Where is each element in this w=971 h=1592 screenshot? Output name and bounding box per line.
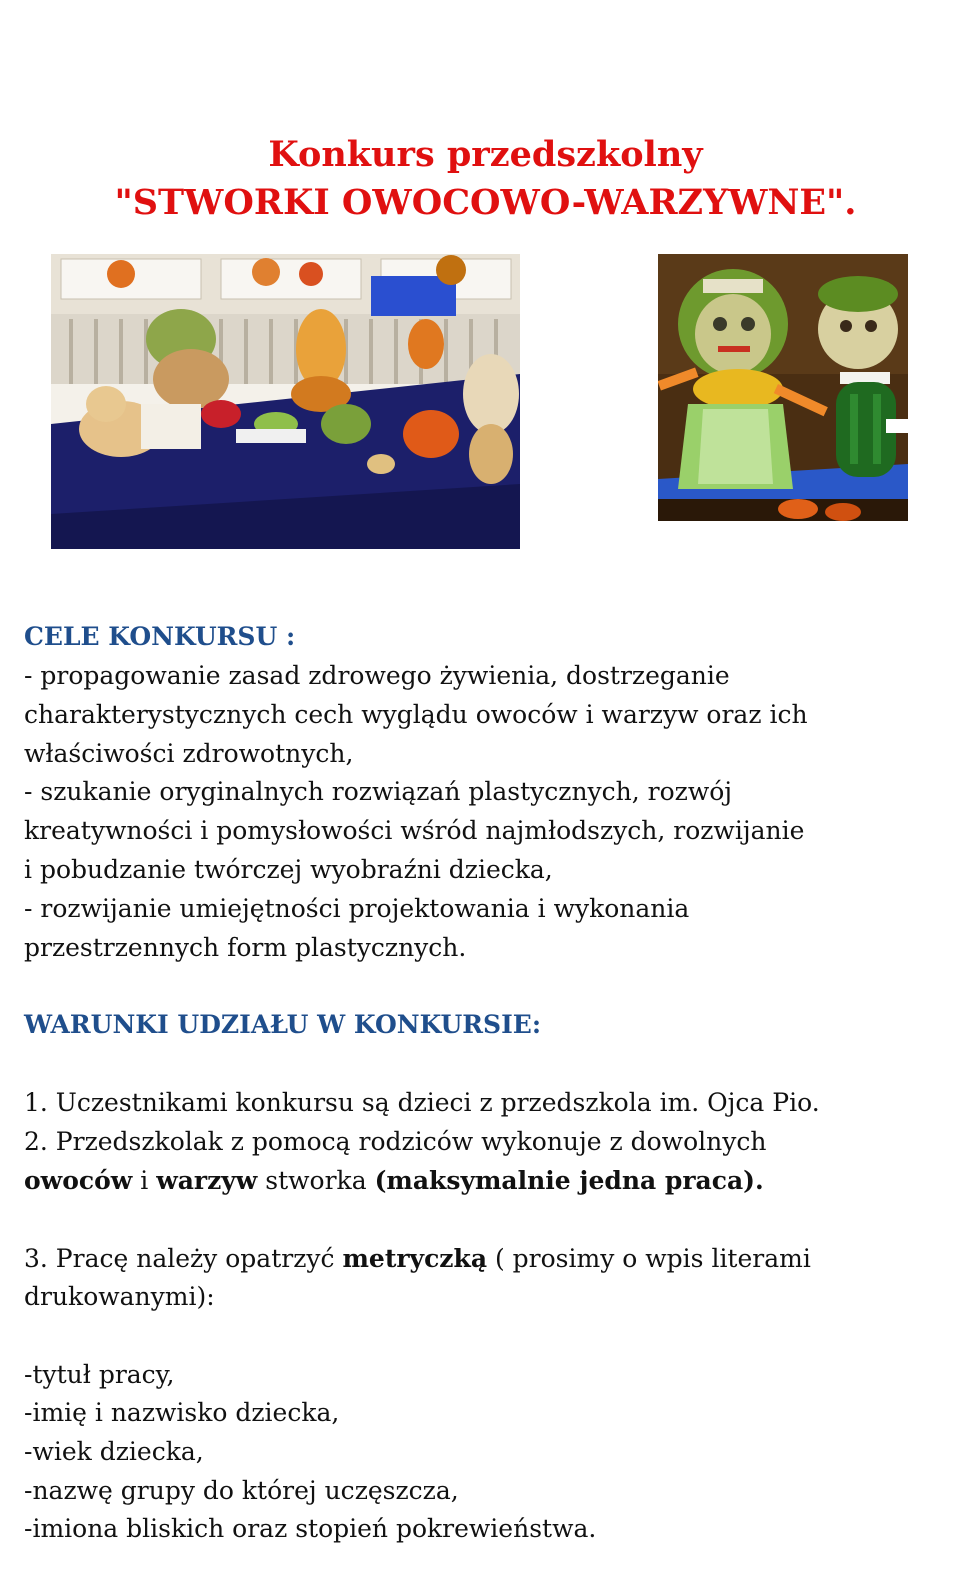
warunki-item-3-line-2: drukowanymi):	[24, 1282, 215, 1311]
item-3-prefix: 3. Pracę należy opatrzyć	[24, 1244, 343, 1273]
cele-line: przestrzennych form plastycznych.	[24, 933, 467, 962]
cele-heading: CELE KONKURSU :	[24, 622, 296, 651]
max-one-work-bold: (maksymalnie jedna praca).	[374, 1166, 764, 1195]
cele-line: charakterystycznych cech wyglądu owoców i warzyw oraz ich	[24, 700, 808, 729]
photo-table-creatures-image	[51, 254, 520, 549]
warunki-item-2-line-2	[24, 1162, 764, 1200]
cele-line: - szukanie oryginalnych rozwiązań plastycznych, rozwój	[24, 777, 733, 806]
warunki-heading: WARUNKI UDZIAŁU W KONKURSIE:	[24, 1010, 542, 1039]
photo-two-figures	[658, 254, 908, 521]
cele-line: kreatywności i pomysłowości wśród najmłodszych, rozwijanie	[24, 816, 805, 845]
cele-line: właściwości zdrowotnych,	[24, 739, 354, 768]
metryczka-item: -imię i nazwisko dziecka,	[24, 1398, 340, 1427]
photo-two-figures-image	[658, 254, 908, 521]
metryczka-item: -nazwę grupy do której uczęszcza,	[24, 1476, 459, 1505]
warunki-item-1: 1. Uczestnikami konkursu są dzieci z przedszkola im. Ojca Pio.	[24, 1088, 820, 1117]
cele-line: - propagowanie zasad zdrowego żywienia, dostrzeganie	[24, 661, 730, 690]
item-3-suffix: ( prosimy o wpis literami	[487, 1244, 811, 1273]
conjunction-i: i	[132, 1166, 157, 1195]
metryczka-item: -wiek dziecka,	[24, 1437, 204, 1466]
stworka-text: stworka	[257, 1166, 375, 1195]
metryczka-item: -tytuł pracy,	[24, 1360, 175, 1389]
warunki-item-3-line-1	[24, 1240, 811, 1278]
photo-table-creatures	[51, 254, 520, 549]
warzyw-bold: warzyw	[156, 1166, 258, 1195]
metryczka-item: -imiona bliskich oraz stopień pokrewieństwa.	[24, 1514, 597, 1543]
owocow-bold: owoców	[24, 1166, 133, 1195]
warunki-item-2-line-1: 2. Przedszkolak z pomocą rodziców wykonuje z dowolnych	[24, 1127, 767, 1156]
metryczka-bold: metryczką	[342, 1244, 488, 1273]
title-line-2: "STWORKI OWOCOWO-WARZYWNE".	[114, 182, 857, 223]
cele-line: - rozwijanie umiejętności projektowania i wykonania	[24, 894, 690, 923]
cele-line: i pobudzanie twórczej wyobraźni dziecka,	[24, 855, 553, 884]
title-line-1: Konkurs przedszkolny	[268, 134, 703, 175]
